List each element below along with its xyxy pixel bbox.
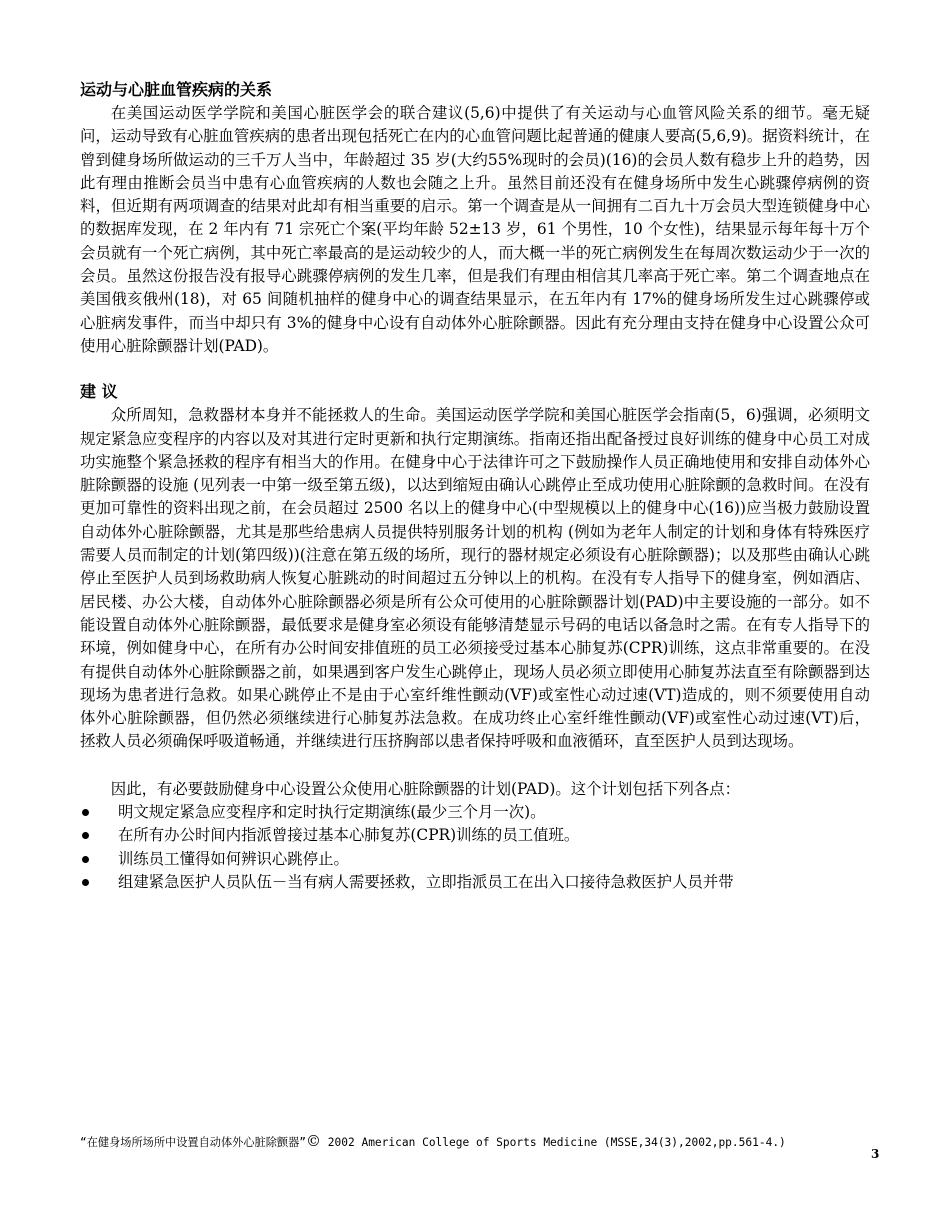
- section-spacer: [80, 358, 870, 380]
- pad-plan-list: [80, 801, 870, 894]
- paragraph-pad-plan-intro: 因此，有必要鼓励健身中心设置公众使用心脏除颤器的计划(PAD)。这个计划包括下列各点：: [110, 779, 741, 798]
- list-item-text: 在所有办公时间内指派曾接过基本心肺复苏(CPR)训练的员工值班。: [118, 826, 580, 845]
- section-title-recommendations: 建 议: [80, 382, 118, 402]
- list-item: [80, 871, 870, 894]
- section-title-exercise-cardiovascular: 运动与心脏血管疾病的关系: [80, 80, 273, 99]
- bullet-icon: [82, 809, 89, 816]
- list-item: [80, 824, 870, 847]
- footer-citation-text: 2002 American College of Sports Medicine (MSSE,34(3),2002,pp.561-4.): [321, 1136, 786, 1149]
- document-body: [80, 78, 870, 894]
- paragraph-exercise-cardiovascular: 在美国运动医学学院和美国心脏医学会的联合建议(5,6)中提供了有关运动与心血管风险关系的细节。毫无疑问，运动导致有心脏血管疾病的患者出现包括死亡在内的心血管问题比起普通的健康人要高(5,6,9)。据资料统计，在曾到健身场所做运动的三千万人当中，年龄超过 35 岁(大约55%现时的会员)(16)的会员人数有稳步上升的趋势，因此有理由推断会员当中患有心血管疾病的人数也会随之上升。虽然目前还没有在健身场所中发生心跳骤停病例的资料，但近期有两项调查的结果对此却有相当重要的启示。第一个调查是从一间拥有二百九十万会员大型连锁健身中心的数据库发现，在 2 年内有 71 宗死亡个案(平均年龄 52±13 岁，61 个男性，10 个女性)，结果显示每年每十万个会员就有一个死亡病例，其中死亡率最高的是运动较少的人，而大概一半的死亡病例发生在每周次数运动少于一次的会员。虽然这份报告没有报导心跳骤停病例的发生几率，但是我们有理由相信其几率高于死亡率。第二个调查地点在美国俄亥俄州(18)，对 65 间随机抽样的健身中心的调查结果显示，在五年内有 17%的健身场所发生过心跳骤停或心脏病发事件，而当中却只有 3%的健身中心设有自动体外心脏除颤器。因此有充分理由支持在健身中心设置公众可使用心脏除颤器计划(PAD)。: [80, 104, 870, 355]
- bullet-icon: [82, 832, 89, 839]
- footer-title: “在健身场所场所中设置自动体外心脏除颤器”: [80, 1136, 307, 1149]
- footer-citation: [80, 1133, 786, 1151]
- paragraph-spacer: [80, 754, 870, 778]
- list-item-text: 组建紧急医护人员队伍－当有病人需要拯救，立即指派员工在出入口接待急救医护人员并带: [118, 872, 734, 891]
- list-item: [80, 848, 870, 871]
- paragraph-recommendations: 众所周知，急救器材本身并不能拯救人的生命。美国运动医学学院和美国心脏医学会指南(5，6)强调，必须明文规定紧急应变程序的内容以及对其进行定时更新和执行定期演练。指南还指出配备授过良好训练的健身中心员工对成功实施整个紧急拯救的程序有相当大的作用。在健身中心于法律许可之下鼓励操作人员正确地使用和安排自动体外心脏除颤器的设施 (见列表一中第一级至第五级)，以达到缩短由确认心跳停止至成功使用心脏除颤的急救时间。在没有更加可靠性的资料出现之前，在会员超过 2500 名以上的健身中心(中型规模以上的健身中心(16))应当极力鼓励设置自动体外心脏除颤器，尤其是那些给患病人员提供特别服务计划的机构 (例如为老年人制定的计划和身体有特殊医疗需要人员而制定的计划(第四级))(注意在第五级的场所，现行的器材规定必须设有心脏除颤器)；以及那些由确认心跳停止至医护人员到场救助病人恢复心脏跳动的时间超过五分钟以上的机构。在没有专人指导下的健身室，例如酒店、居民楼、办公大楼，自动体外心脏除颤器必须是所有公众可使用的心脏除颤器计划(PAD)中主要设施的一部分。如不能设置自动体外心脏除颤器，最低要求是健身室必须设有能够清楚显示号码的电话以备急时之需。在有专人指导下的环境，例如健身中心，在所有办公时间安排值班的员工必须接受过基本心肺复苏(CPR)训练，这点非常重要的。在没有提供自动体外心脏除颤器之前，如果遇到客户发生心跳停止，现场人员必须立即使用心肺复苏法直至有除颤器到达现场为患者进行急救。如果心跳停止不是由于心室纤维性颤动(VF)或室性心动过速(VT)造成的，则不须要使用自动体外心脏除颤器，但仍然必须继续进行心肺复苏法急救。在成功终止心室纤维性颤动(VF)或室性心动过速(VT)后，拯救人员必须确保呼吸道畅通，并继续进行压挤胸部以患者保持呼吸和血液循环，直至医护人员到达现场。: [80, 406, 870, 751]
- list-item: [80, 801, 870, 824]
- list-item-text: 训练员工懂得如何辨识心跳停止。: [118, 849, 349, 868]
- list-item-text: 明文规定紧急应变程序和定时执行定期演练(最少三个月一次)。: [118, 803, 546, 822]
- page-number: 3: [871, 1147, 880, 1161]
- bullet-icon: [82, 856, 89, 863]
- copyright-symbol: ©: [306, 1132, 322, 1150]
- bullet-icon: [82, 879, 89, 886]
